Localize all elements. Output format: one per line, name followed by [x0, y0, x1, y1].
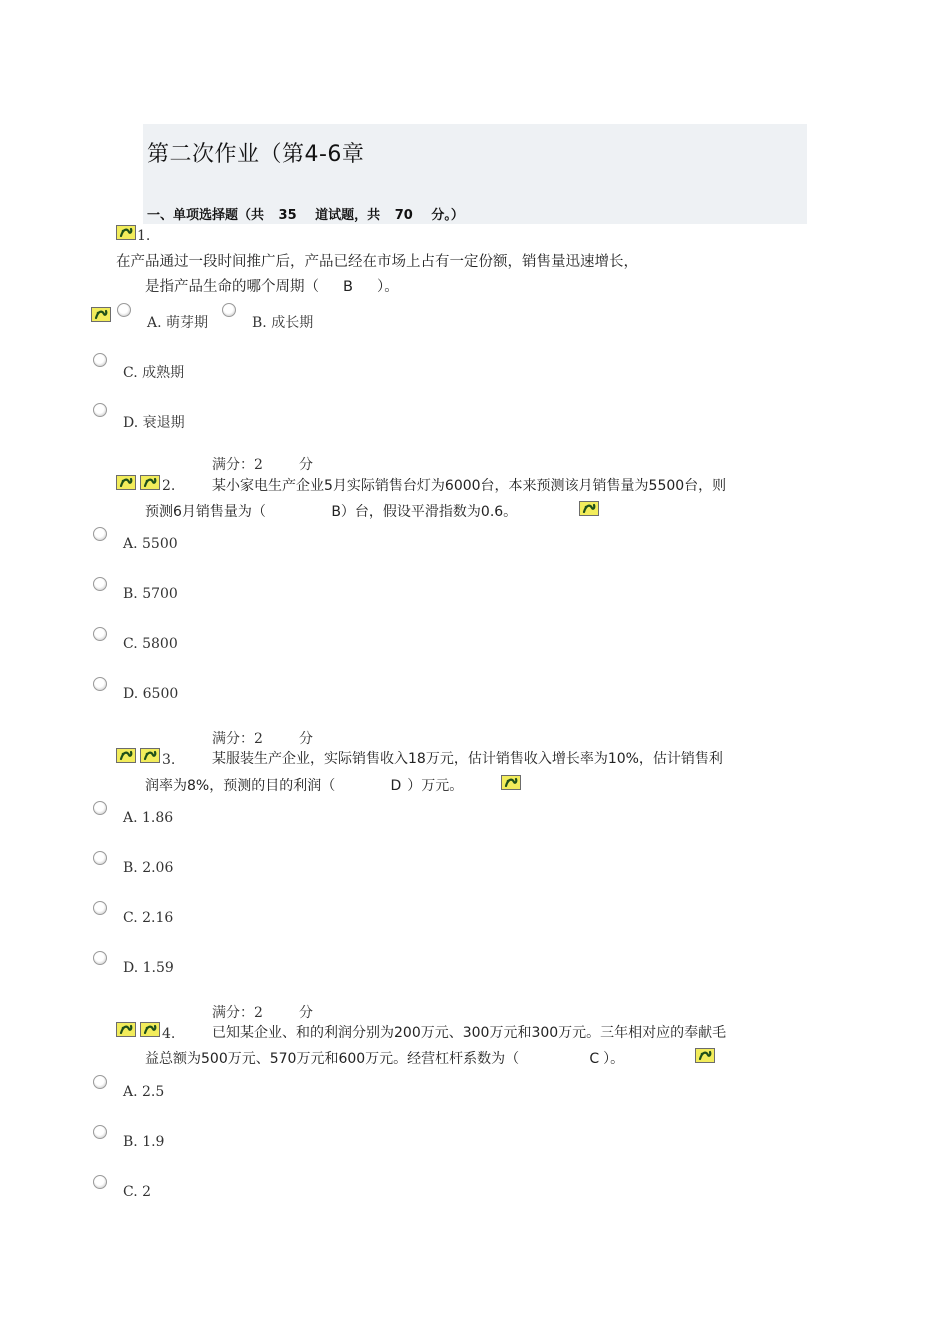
question-number: 4. — [162, 1026, 176, 1042]
score-label: 满分：2 — [212, 457, 263, 473]
section-prefix: 一、单项选择题（共 — [147, 208, 265, 223]
question-stem: 润率为8%，预测的目的利润（ — [145, 778, 336, 794]
page-title: 第二次作业（第4-6章 — [147, 142, 365, 167]
question-stem-end: ）。 — [603, 1051, 625, 1067]
question-text-line1: 某小家电生产企业5月实际销售台灯为6000台，本来预测该月销售量为5500台，则 — [212, 478, 727, 494]
question-text-line2 — [145, 499, 517, 525]
option-label: B. 1.9 — [123, 1134, 165, 1150]
option-radio[interactable] — [93, 1075, 107, 1089]
option-label: D. 6500 — [123, 686, 179, 702]
answer-letter: D — [390, 778, 402, 794]
note-icon[interactable] — [579, 501, 599, 516]
option-radio[interactable] — [93, 527, 107, 541]
option-label: A. 2.5 — [123, 1084, 165, 1100]
option-radio[interactable] — [93, 951, 107, 965]
option-radio[interactable] — [93, 1175, 107, 1189]
note-icon[interactable] — [116, 225, 136, 240]
section-count: 35 — [278, 208, 297, 223]
answer-letter: C — [589, 1051, 600, 1067]
question-text-line2 — [145, 1046, 624, 1072]
option-label: B. 成长期 — [252, 315, 314, 331]
option-radio[interactable] — [93, 851, 107, 865]
answer-letter: B — [343, 279, 353, 295]
option-radio[interactable] — [93, 901, 107, 915]
score-unit: 分 — [299, 457, 313, 473]
question-number: 2. — [162, 478, 176, 494]
section-points: 70 — [394, 208, 413, 223]
section-suffix: 分。） — [431, 208, 464, 223]
option-radio[interactable] — [222, 303, 236, 317]
option-label: A. 5500 — [123, 536, 178, 552]
option-label: D. 1.59 — [123, 960, 174, 976]
option-label: C. 2 — [123, 1184, 152, 1200]
question-text-line2 — [145, 274, 399, 300]
option-label: A. 1.86 — [123, 810, 174, 826]
question-text-line2 — [145, 773, 463, 799]
note-icon[interactable] — [140, 1022, 160, 1037]
option-label: C. 5800 — [123, 636, 178, 652]
option-label: B. 2.06 — [123, 860, 174, 876]
option-label: D. 衰退期 — [123, 415, 185, 431]
option-label: B. 5700 — [123, 586, 178, 602]
option-radio[interactable] — [93, 627, 107, 641]
note-icon[interactable] — [116, 475, 136, 490]
option-radio[interactable] — [93, 577, 107, 591]
question-stem-end: ）台，假设平滑指数为0.6。 — [340, 504, 518, 520]
option-label: A. 萌芽期 — [147, 315, 209, 331]
question-text-line1: 已知某企业、和的利润分别为200万元、300万元和300万元。三年相对应的奉献毛 — [212, 1025, 727, 1041]
score-label: 满分：2 — [212, 731, 263, 747]
question-number: 3. — [162, 752, 176, 768]
answer-letter: B — [331, 504, 341, 520]
option-radio[interactable] — [93, 1125, 107, 1139]
question-stem: 益总额为500万元、570万元和600万元。经营杠杆系数为（ — [145, 1051, 520, 1067]
note-icon[interactable] — [140, 748, 160, 763]
question-stem-end: ）。 — [377, 279, 399, 295]
question-text-line1: 某服装生产企业，实际销售收入18万元，估计销售收入增长率为10%，估计销售利 — [212, 751, 723, 767]
question-stem-end: ）万元。 — [407, 778, 464, 794]
option-radio[interactable] — [93, 801, 107, 815]
score-unit: 分 — [299, 731, 313, 747]
question-number: 1. — [137, 228, 151, 244]
note-icon[interactable] — [695, 1048, 715, 1063]
section-heading — [147, 204, 464, 223]
score-label: 满分：2 — [212, 1005, 263, 1021]
note-icon[interactable] — [91, 307, 111, 322]
note-icon[interactable] — [116, 748, 136, 763]
section-mid: 道试题，共 — [315, 208, 381, 223]
note-icon[interactable] — [501, 775, 521, 790]
question-stem: 是指产品生命的哪个周期（ — [145, 279, 319, 295]
question-text-line1: 在产品通过一段时间推广后，产品已经在市场上占有一定份额，销售量迅速增长， — [116, 254, 638, 270]
option-label: C. 2.16 — [123, 910, 174, 926]
option-label: C. 成熟期 — [123, 365, 185, 381]
note-icon[interactable] — [140, 475, 160, 490]
option-radio[interactable] — [117, 303, 131, 317]
option-radio[interactable] — [93, 403, 107, 417]
option-radio[interactable] — [93, 353, 107, 367]
score-unit: 分 — [299, 1005, 313, 1021]
note-icon[interactable] — [116, 1022, 136, 1037]
question-stem: 预测6月销售量为（ — [145, 504, 266, 520]
option-radio[interactable] — [93, 677, 107, 691]
